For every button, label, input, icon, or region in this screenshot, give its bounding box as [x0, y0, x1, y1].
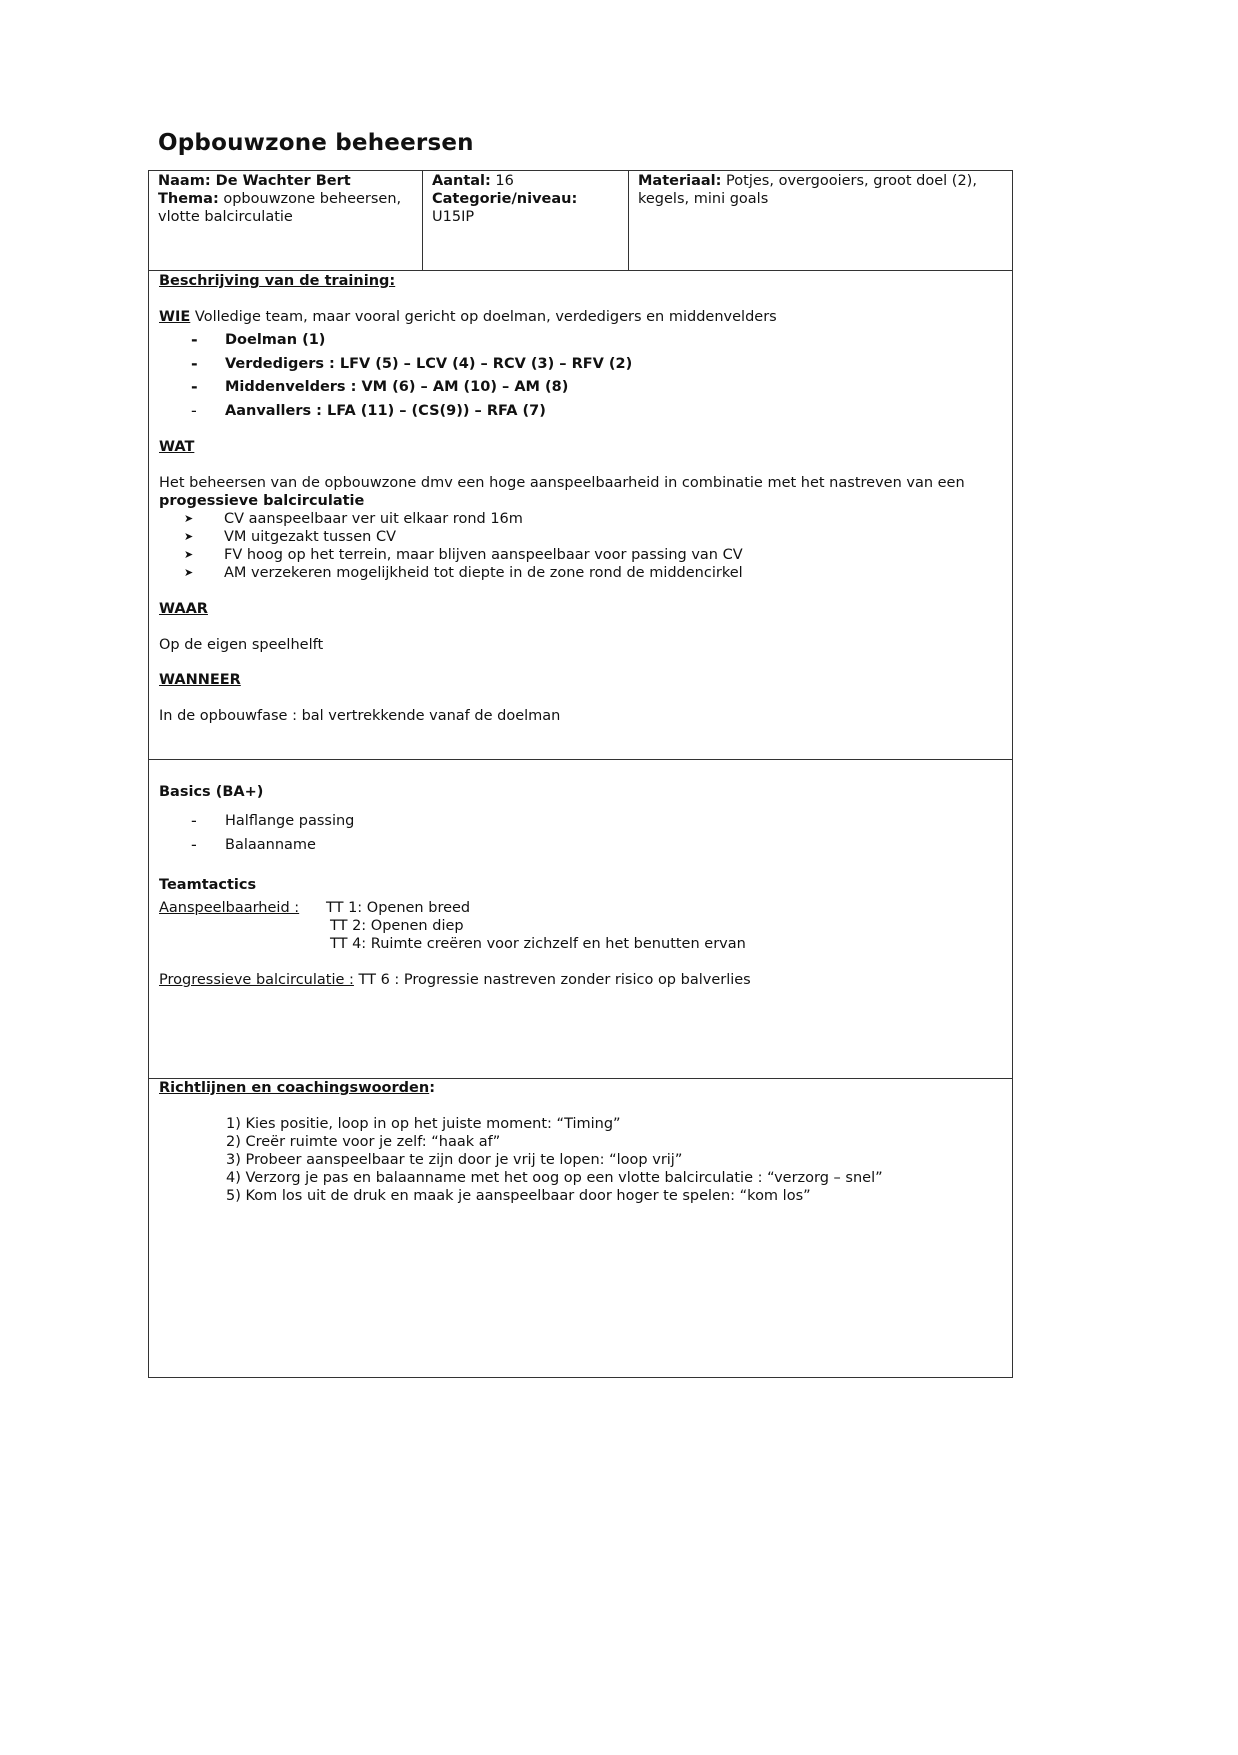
wat-item: AM verzekeren mogelijkheid tot diepte in de zone rond de middencirkel [224, 565, 743, 581]
basics-item: Halflange passing [225, 813, 355, 829]
dash-bullet: - [191, 811, 197, 830]
thema-value-continued: vlotte balcirculatie [158, 209, 293, 225]
richtlijn-item: 3) Probeer aanspeelbaar te zijn door je vrij te lopen: “loop vrij” [226, 1152, 683, 1168]
richtlijn-item: 4) Verzorg je pas en balaanname met het oog op een vlotte balcirculatie : “verzorg – snel” [226, 1170, 883, 1186]
thema-label: Thema: [158, 191, 219, 207]
dash-bullet: - [191, 330, 198, 349]
page-title: Opbouwzone beheersen [158, 130, 474, 156]
richtlijn-item: 1) Kies positie, loop in op het juiste moment: “Timing” [226, 1116, 621, 1132]
arrow-bullet-icon: ➤ [184, 566, 194, 579]
wat-text: Het beheersen van de opbouwzone dmv een hoge aanspeelbaarheid in combinatie met het nastreven van een [159, 475, 965, 491]
richtlijnen-section [149, 1078, 1012, 1377]
wat-label: WAT [159, 439, 195, 455]
waar-label: WAAR [159, 601, 208, 617]
materiaal-line [638, 172, 1003, 190]
richtlijn-item: 5) Kom los uit de druk en maak je aanspeelbaar door hoger te spelen: “kom los” [226, 1188, 811, 1204]
aantal-line [432, 172, 619, 190]
materiaal-value-continued: kegels, mini goals [638, 191, 769, 207]
materiaal-value: Potjes, overgooiers, groot doel (2), [721, 173, 977, 189]
training-sheet-table [148, 170, 1013, 1378]
wanneer-text: In de opbouwfase : bal vertrekkende vanaf de doelman [159, 708, 561, 724]
categorie-label: Categorie/niveau: [432, 191, 578, 207]
wie-item: Aanvallers : LFA (11) – (CS(9)) – RFA (7) [225, 403, 546, 419]
wie-label: WIE [159, 309, 191, 325]
progressieve-text: TT 6 : Progressie nastreven zonder risico op balverlies [353, 972, 751, 988]
basics-section [149, 759, 1012, 1078]
richtlijnen-heading-line [159, 1079, 435, 1097]
materiaal-label: Materiaal: [638, 173, 722, 189]
aantal-label: Aantal: [432, 173, 491, 189]
wie-line [159, 308, 777, 326]
dash-bullet: - [191, 835, 197, 854]
naam-thema-cell [149, 171, 423, 270]
dash-bullet: - [191, 354, 198, 373]
header-row [149, 171, 1012, 270]
wie-text: Volledige team, maar vooral gericht op doelman, verdedigers en middenvelders [190, 309, 777, 325]
wat-item: FV hoog op het terrein, maar blijven aanspeelbaar voor passing van CV [224, 547, 743, 563]
wat-text-bold: progessieve balcirculatie [159, 493, 365, 509]
richtlijn-item: 2) Creër ruimte voor je zelf: “haak af” [226, 1134, 501, 1150]
description-heading: Beschrijving van de training: [159, 273, 396, 289]
aantal-value: 16 [490, 173, 514, 189]
tt-item: TT 1: Openen breed [326, 900, 471, 916]
arrow-bullet-icon: ➤ [184, 512, 194, 525]
progressieve-line [159, 971, 751, 989]
dash-bullet: - [191, 401, 197, 420]
wie-item: Middenvelders : VM (6) – AM (10) – AM (8) [225, 379, 569, 395]
aantal-categorie-cell [423, 171, 629, 270]
wat-item: CV aanspeelbaar ver uit elkaar rond 16m [224, 511, 523, 527]
richtlijnen-heading: Richtlijnen en coachingswoorden [159, 1080, 430, 1096]
dash-bullet: - [191, 377, 198, 396]
teamtactics-heading: Teamtactics [159, 877, 257, 893]
wie-item: Verdedigers : LFV (5) – LCV (4) – RCV (3) – RFV (2) [225, 356, 633, 372]
naam-text: Naam: De Wachter Bert [158, 173, 351, 189]
categorie-value: U15IP [432, 209, 475, 225]
arrow-bullet-icon: ➤ [184, 548, 194, 561]
materiaal-cell [629, 171, 1012, 270]
wanneer-label: WANNEER [159, 672, 241, 688]
aanspeelbaarheid-label: Aanspeelbaarheid : [159, 900, 300, 916]
tt-item: TT 2: Openen diep [330, 918, 464, 934]
basics-heading: Basics (BA+) [159, 784, 264, 800]
thema-value: opbouwzone beheersen, [218, 191, 402, 207]
description-section [149, 270, 1012, 759]
wat-item: VM uitgezakt tussen CV [224, 529, 397, 545]
progressieve-label: Progressieve balcirculatie : [159, 972, 354, 988]
thema-line [158, 190, 413, 208]
tt-item: TT 4: Ruimte creëren voor zichzelf en het benutten ervan [330, 936, 746, 952]
wie-item: Doelman (1) [225, 332, 326, 348]
waar-text: Op de eigen speelhelft [159, 637, 324, 653]
basics-item: Balaanname [225, 837, 316, 853]
arrow-bullet-icon: ➤ [184, 530, 194, 543]
richtlijnen-heading-colon: : [429, 1080, 436, 1096]
